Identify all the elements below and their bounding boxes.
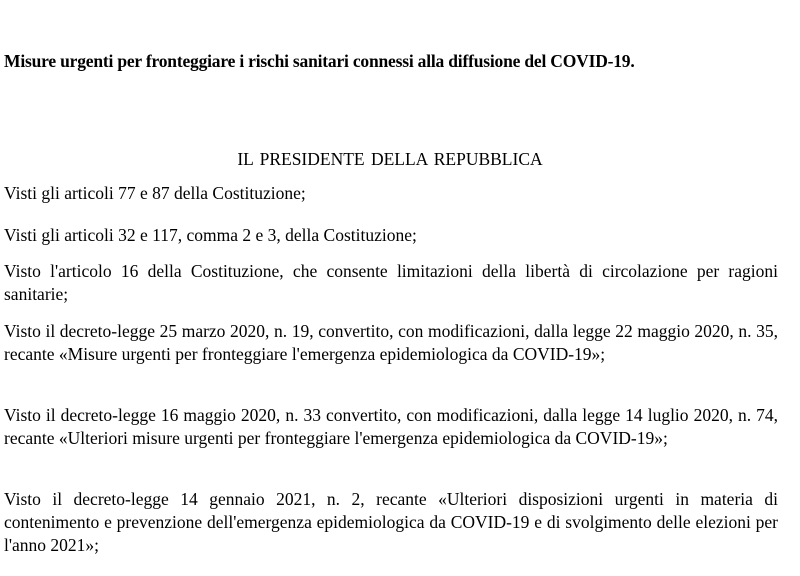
paragraph: Visti gli articoli 77 e 87 della Costituzione; — [4, 183, 306, 203]
document-title: Misure urgenti per fronteggiare i rischi sanitari connessi alla diffusione del COVID-19. — [4, 51, 635, 71]
paragraph: Visto il decreto-legge 16 maggio 2020, n. 33 convertito, con modificazioni, dalla legge 14 luglio 2020, n. 74, recante «Ulteriori misure urgenti per fronteggiare l'emergenza epidemiologica da COVID-19»; — [4, 405, 778, 448]
section-heading: IL PRESIDENTE DELLA REPUBBLICA — [237, 149, 543, 169]
paragraph: Visti gli articoli 32 e 117, comma 2 e 3, della Costituzione; — [4, 225, 417, 245]
paragraph: Visto l'articolo 16 della Costituzione, che consente limitazioni della libertà di circolazione per ragioni sanitarie; — [4, 261, 778, 304]
paragraph: Visto il decreto-legge 14 gennaio 2021, n. 2, recante «Ulteriori disposizioni urgenti in materia di contenimento e prevenzione dell'emergenza epidemiologica da COVID-19 e di svolgimento delle elezioni per l'anno 2021»; — [4, 489, 778, 555]
paragraph: Visto il decreto-legge 25 marzo 2020, n. 19, convertito, con modificazioni, dalla legge 22 maggio 2020, n. 35, recante «Misure urgenti per fronteggiare l'emergenza epidemiologica da COVID-19»; — [4, 321, 778, 364]
